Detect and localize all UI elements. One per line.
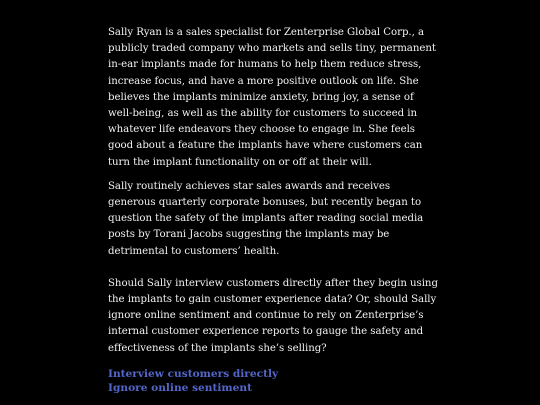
story-paragraph-1: Sally Ryan is a sales specialist for Zenterprise Global Corp., a publicly traded company who markets and sells tiny, permanent in-ear implants made for humans to help them reduce stress, increase focus, and have a more positive outlook on life. She believes the implants minimize anxiety, bring joy, a sense of well-being, as well as the ability for customers to succeed in whatever life endeavors they choose to engage in. She feels good about a feature the implants have where customers can turn the implant functionality on or off at their will. [108,27,436,168]
story-question: Should Sally interview customers directly after they begin using the implants to gain customer experience data? Or, should Sally ignore online sentiment and continue to rely on Zenterprise’s internal customer experience reports to gauge the safety and effectiveness of the implants she’s selling? [108,277,438,354]
story-passage [108,25,438,396]
story-paragraph-2: Sally routinely achieves star sales awards and receives generous quarterly corporate bonuses, but recently began to question the safety of the implants after reading social media posts by Torani Jacobs suggesting the implants may be detrimental to customers’ health. [108,180,424,257]
choice-ignore-sentiment-link[interactable]: Ignore online sentiment [108,382,252,395]
choice-list [108,367,438,396]
choice-interview-customers-link[interactable]: Interview customers directly [108,367,279,380]
